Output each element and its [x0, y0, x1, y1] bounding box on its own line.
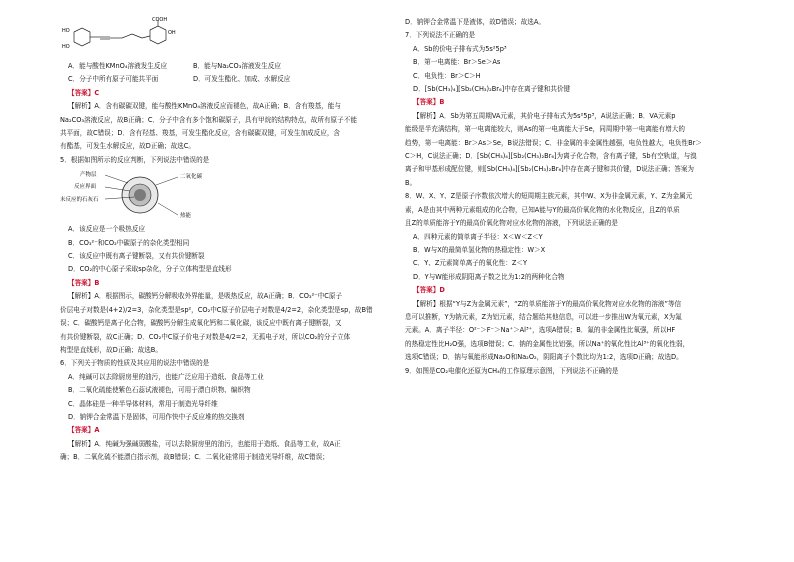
ho-label-bottom: HO [62, 44, 70, 50]
option-a: A．纯碱可以去除厨房里的油污，也能广泛应用于造纸、食品等工业 [68, 372, 264, 381]
explanation-line: 【解析】A．纯碱为强碱弱酸盐，可以去除厨房里的油污，也能用于造纸、食品等工业，故A正 [68, 439, 341, 448]
explanation-line: 选项C错误；D．钠与氧能形成Na₂O和Na₂O₂，阴阳离子个数比均为1:2，选项D正确；故选D。 [405, 353, 683, 362]
option-b: B．二氧化硫能使紫色石蕊试液褪色，可用于漂白织物、编织物 [68, 386, 251, 395]
option-a: A．四种元素的简单离子半径：X＜W＜Z＜Y [413, 232, 543, 241]
explanation-line: 有酯基，可发生水解反应，故D正确；故选C。 [60, 142, 195, 151]
answer-label: 【答案】B [413, 98, 445, 107]
explanation-line: 误；C．碳酸钙是离子化合物，碳酸钙分解生成氧化钙和二氧化碳，该反应中既有离子键断裂，又 [60, 319, 342, 328]
product-layer-label: 产物层 [80, 172, 97, 179]
explanation-line: Na₂CO₃溶液反应，故B正确；C．分子中含有多个饱和碳原子，具有甲烷的结构特点，故所有原子不能 [60, 115, 357, 124]
option-c: C．晶体硅是一种半导体材料，常用于制造光导纤维 [68, 399, 218, 408]
explanation-line: 【解析】A．Sb为第五周期VA元素，其价电子排布式为5s²5p³，A说法正确；B．VA元素p [413, 111, 676, 120]
question-7: 7．下列说法不正确的是 [405, 31, 476, 40]
answer-label: 【答案】D [413, 286, 445, 295]
question-9: 9．如图是CO₂电催化还原为CH₄的工作原理示意图，下列说法不正确的是 [405, 366, 619, 375]
explanation-line: 确；B．二氧化硫不能漂白指示剂，故B错误；C．二氧化硅常用于制造光导纤维，故C错误； [60, 453, 329, 462]
explanation-line: 【解析】A．根据图示，碳酸钙分解吸收外界能量，是吸热反应，故A正确；B．CO₃²⁻中C原子 [68, 292, 343, 301]
oh-label: OH [168, 30, 176, 36]
option-a: A．能与酸性KMnO₄溶液发生反应 [68, 62, 168, 70]
option-row [60, 60, 390, 73]
option-d: D．CO₂的中心原子采取sp杂化，分子立体构型是直线形 [68, 265, 232, 274]
option-d: D．[Sb(CH₃)₄][Sb₂(CH₃)₂Br₆]中存在离子键和共价键 [413, 85, 571, 94]
explanation-line: 有共价键断裂，故C正确；D．CO₂中C原子价电子对数是4/2=2，无孤电子对，所以CO₂的分子立体 [60, 332, 351, 341]
explanation-line: 价层电子对数是(4+2)/2=3，杂化类型是sp²，CO₂中C原子价层电子对数是4/2=2，杂化类型是sp，故B错 [60, 305, 373, 314]
question-8-cont: 且Z的单质能溶于Y的最高价氧化物对应水化物的溶液，下列说法正确的是 [405, 219, 618, 228]
question-8: 8．W、X、Y、Z是原子序数依次增大的短周期主族元素，其中W、X为非金属元素，Y、Z为金属元 [405, 192, 693, 201]
heat-label: 热能 [180, 213, 192, 220]
explanation-line: B。 [405, 178, 417, 187]
question-5: 5．根据如图所示的反应判断，下列说法中错误的是 [60, 155, 210, 164]
option-d: D．可发生酯化、加成、水解反应 [193, 75, 291, 84]
answer-label: 【答案】A [68, 426, 100, 435]
explanation-line: 的热稳定性比H₂O强，选项B错误；C．钠的金属性比铝强，所以Na⁺的氧化性比Al³⁺的氧化性弱， [405, 339, 690, 348]
limestone-diagram [60, 167, 260, 223]
option-b: B．CO₃²⁻和CO₂中碳原子的杂化类型相同 [68, 238, 190, 247]
ho-label-top: HO [62, 28, 70, 34]
reaction-interface-label: 反应界面 [74, 184, 97, 191]
option-row [60, 73, 390, 86]
question-6: 6．下列关于物质的性质及其应用的说法中错误的是 [60, 359, 210, 368]
cooh-label: COOH [152, 17, 168, 23]
explanation-line: 趋势，第一电离能：Br＞As＞Se，B说法错误；C．非金属的非金属性越强，电负性越大，电负性Br＞ [405, 138, 702, 147]
unreacted-label: 未反应的石灰石 [60, 197, 99, 204]
co2-label: 二氧化碳 [180, 174, 203, 181]
left-column [60, 16, 390, 465]
option-b: B．能与Na₂CO₃溶液发生反应 [193, 62, 281, 70]
explanation-line: 构型是直线形，故D正确；故选B。 [60, 345, 162, 354]
molecule-diagram [60, 16, 200, 60]
answer-label: 【答案】B [68, 278, 100, 287]
option-a: A．Sb的价电子排布式为5s²5p³ [413, 44, 507, 53]
answer-label: 【答案】C [68, 88, 100, 97]
explanation-line: 元素。A．离子半径：O²⁻＞F⁻＞Na⁺＞Al³⁺，选项A错误；B．氟的非金属性比氧强，所以HF [405, 326, 676, 335]
explanation-line: 离子和甲基形成配位键，则[Sb(CH₃)₄][Sb₂(CH₃)₂Br₆]中存在离子键和共价键，D说法正确；答案为 [405, 165, 695, 174]
reaction-diagram [60, 167, 390, 223]
explanation-line: 能级是半充满结构，第一电离能较大，则As的第一电离能大于Se，同周期中第一电离能有增大的 [405, 125, 685, 134]
option-a: A．该反应是一个吸热反应 [68, 225, 146, 234]
option-d: D．钠钾合金常温下是固体，可用作快中子反应堆的热交换剂 [68, 412, 245, 421]
explanation-line: 【解析】根据“Y与Z为金属元素”，“Z的单质能溶于Y的最高价氧化物对应水化物的溶液”等信 [413, 299, 682, 308]
question-8-cont: 素，A是由其中两种元素组成的化合物，已知A能与Y的最高价氧化物的水化物反应，且Z的单质 [405, 205, 680, 214]
option-b: B．W与X的最简单氢化物的热稳定性：W＞X [413, 245, 546, 254]
explanation-line: 【解析】A．含有碳碳双键，能与酸性KMnO₄溶液反应而褪色，故A正确；B．含有羧基，能与 [68, 102, 341, 111]
continued-explanation: D．钠钾合金常温下是液体，故D错误；故选A。 [405, 18, 545, 26]
explanation-line: 息可以推断，Y为钠元素，Z为铝元素，结合题给其他信息，可以进一步推出W为氧元素，X为氟 [405, 312, 682, 321]
option-d: D．Y与W能形成阴阳离子数之比为1:2的两种化合物 [413, 272, 565, 281]
option-c: C．分子中所有原子可能共平面 [68, 75, 159, 84]
option-c: C．电负性：Br＞C＞H [413, 71, 481, 80]
option-c: C．该反应中既有离子键断裂，又有共价键断裂 [68, 252, 205, 261]
explanation-line: C＞H，C说法正确；D．[Sb(CH₃)₄][Sb₂(CH₃)₂Br₆]为离子化合物，含有离子键，Sb有空轨道，与溴 [405, 152, 697, 161]
option-b: B．第一电离能：Br＞Se＞As [413, 58, 501, 67]
explanation-line: 共平面，故C错误；D．含有羟基、羧基，可发生酯化反应，含有碳碳双键，可发生加成反应，含 [60, 129, 341, 138]
option-c: C．Y、Z元素简单离子的氧化性：Z＜Y [413, 259, 528, 268]
molecule-structure [60, 16, 390, 60]
right-column [405, 16, 740, 378]
